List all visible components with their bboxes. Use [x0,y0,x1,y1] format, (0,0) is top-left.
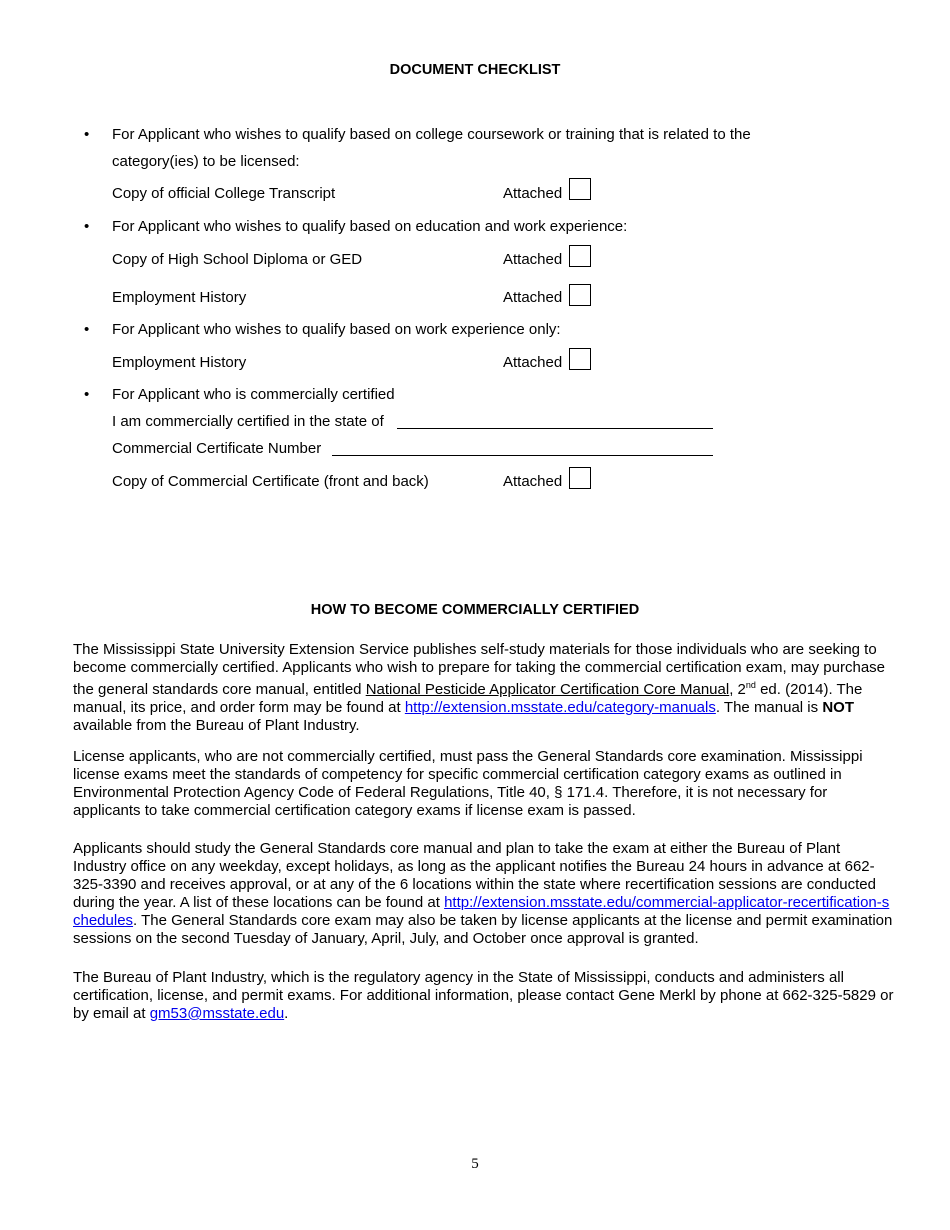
paragraph-2: License applicants, who are not commercially certified, must pass the General Standards core examination. Mississippi license exams meet the standards of competency for specific commercial certification category exams as outlined in Environmental Protection Agency Code of Federal Regulations, Title 40, § 171.4. Therefore, it is not necessary for applicants to take commercial certification category exams if license exam is passed. [73,748,863,819]
attached-label: Attached [503,289,563,306]
commercial-heading: For Applicant who is commercially certified [112,386,395,403]
employment-history-label: Employment History [112,289,247,306]
how-to-title: HOW TO BECOME COMMERCIALLY CERTIFIED [310,602,640,618]
category-manuals-link[interactable]: http://extension.msstate.edu/category-manuals [404,698,716,716]
bullet: • [84,386,90,403]
email-link[interactable]: gm53@msstate.edu [149,1004,285,1022]
work-only-employment-label: Employment History [112,354,247,371]
education-work-heading: For Applicant who wishes to qualify based on education and work experience: [112,218,628,235]
college-transcript-label: Copy of official College Transcript [112,185,336,202]
college-heading-line2: category(ies) to be licensed: [112,153,300,170]
commercial-certificate-checkbox[interactable] [569,467,591,489]
work-only-heading: For Applicant who wishes to qualify based on work experience only: [112,321,561,338]
commercial-certificate-label: Copy of Commercial Certificate (front and back) [112,473,429,490]
attached-label: Attached [503,473,563,490]
paragraph-4: The Bureau of Plant Industry, which is the regulatory agency in the State of Mississippi, conducts and administers all certification, license, and permit exams. For additional information, please contact Gene Merkl by phone at 662-325-5829 or by email at gm53@msstate.edu. [73,969,894,1022]
employment-history-checkbox[interactable] [569,284,591,306]
diploma-checkbox[interactable] [569,245,591,267]
commercial-number-line[interactable] [332,455,713,456]
recertification-schedules-link[interactable]: http://extension.msstate.edu/commercial-applicator-recertification-schedules [73,893,890,929]
commercial-state-label: I am commercially certified in the state of [112,413,384,430]
attached-label: Attached [503,251,563,268]
attached-label: Attached [503,354,563,371]
bullet: • [84,321,90,338]
bullet: • [84,218,90,235]
college-transcript-checkbox[interactable] [569,178,591,200]
checklist-title: DOCUMENT CHECKLIST [389,62,561,78]
paragraph-1: The Mississippi State University Extension Service publishes self-study materials for those individuals who are seeking to become commercially certified. Applicants who wish to prepare for taking the commercial certification exam, may purchase the general standards core manual, entitled National Pesticide Applicator Certification Core Manual, 2nd ed. (2014). The manual, its price, and order form may be found at http://extension.msstate.edu/category-manuals. The manual is NOT available from the Bureau of Plant Industry. [73,641,886,734]
attached-label: Attached [503,185,563,202]
paragraph-3: Applicants should study the General Standards core manual and plan to take the exam at either the Bureau of Plant Industry office on any weekday, except holidays, as long as the applicant notifies the Bureau 24 hours in advance at 662-325-3390 and receives approval, or at any of the 6 locations within the state where recertification sessions are conducted during the year. A list of these locations can be found at http://extension.msstate.edu/commercial-applicator-recertification-schedules. The General Standards core exam may also be taken by license applicants at the license and permit examination sessions on the second Tuesday of January, April, July, and October once approval is granted. [73,840,893,947]
work-only-employment-checkbox[interactable] [569,348,591,370]
diploma-label: Copy of High School Diploma or GED [112,251,363,268]
page-number: 5 [471,1156,479,1172]
commercial-number-label: Commercial Certificate Number [112,440,322,457]
bullet: • [84,126,90,143]
manual-title: National Pesticide Applicator Certification Core Manual [365,680,730,698]
college-heading-line1: For Applicant who wishes to qualify based on college coursework or training that is related to the [112,126,751,143]
commercial-state-line[interactable] [397,428,713,429]
